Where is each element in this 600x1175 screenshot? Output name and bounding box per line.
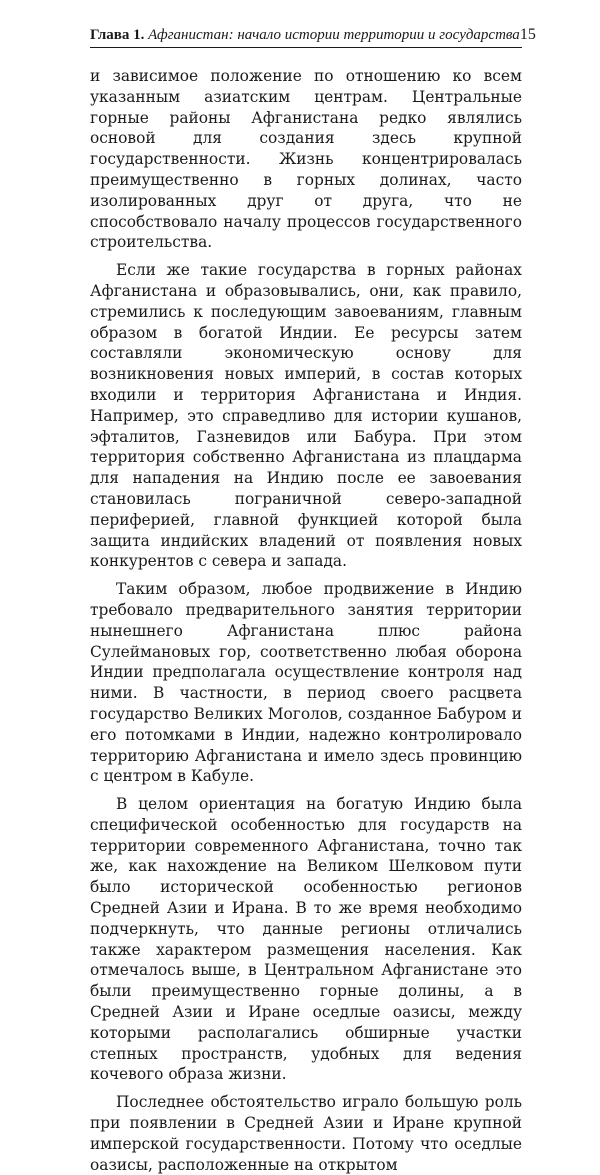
running-head [90,22,536,48]
paragraph: Таким образом, любое продвижение в Индию требовало предварительного занятия территории нынешнего Афганистана плюс района Сулеймановых гор, соответственно любая оборона Индии предполагала осуществление контроля над ними. В частности, в период своего расцвета государство Великих Моголов, созданное Бабуром и его потомками в Индии, надежно контролировало территорию Афганистана и имело здесь провинцию с центром в Кабуле. [90,580,522,786]
paragraph: Если же такие государства в горных районах Афганистана и образовывались, они, как правило, стремились к последующим завоеваниям, главным образом в богатой Индии. Ее ресурсы затем составляли экономическую основу для возникновения новых империй, в состав которых входили и территория Афганистана и Индия. Например, это справедливо для истории кушанов, эфталитов, Газневидов или Бабура. При этом территория собственно Афганистана из плацдарма для нападения на Индию после ее завоевания становилась пограничной северо-западной периферией, главной функцией которой была защита индийских владений от появления новых конкурентов с севера и запада. [90,261,522,571]
page-number: 15 [519,26,536,43]
body-text [90,66,522,1175]
paragraph: Последнее обстоятельство играло большую роль при появлении в Средней Азии и Иране крупной имперской государственности. Потому что оседлые оазисы, расположенные на открытом [90,1093,522,1174]
chapter-heading [90,27,520,44]
chapter-title: Афганистан: начало истории территории и государства [148,27,520,43]
paragraph: и зависимое положение по отношению ко всем указанным азиатским центрам. Центральные горные районы Афганистана редко являлись основой для создания здесь крупной государственности. Жизнь концентрировалась преимущественно в горных долинах, часто изолированных друг от друга, что не способствовало началу процессов государственного строительства. [90,67,522,252]
chapter-label: Глава 1. [90,27,145,43]
paragraph: В целом ориентация на богатую Индию была специфической особенностью для государств на территории современного Афганистана, точно так же, как нахождение на Великом Шелковом пути было исторической особенностью регионов Средней Азии и Ирана. В то же время необходимо подчеркнуть, что данные регионы отличались также характером размещения населения. Как отмечалось выше, в Центральном Афганистане это были преимущественно горные долины, а в Средней Азии и Иране оседлые оазисы, между которыми располагались обширные участки степных пространств, удобных для ведения кочевого образа жизни. [90,795,522,1084]
